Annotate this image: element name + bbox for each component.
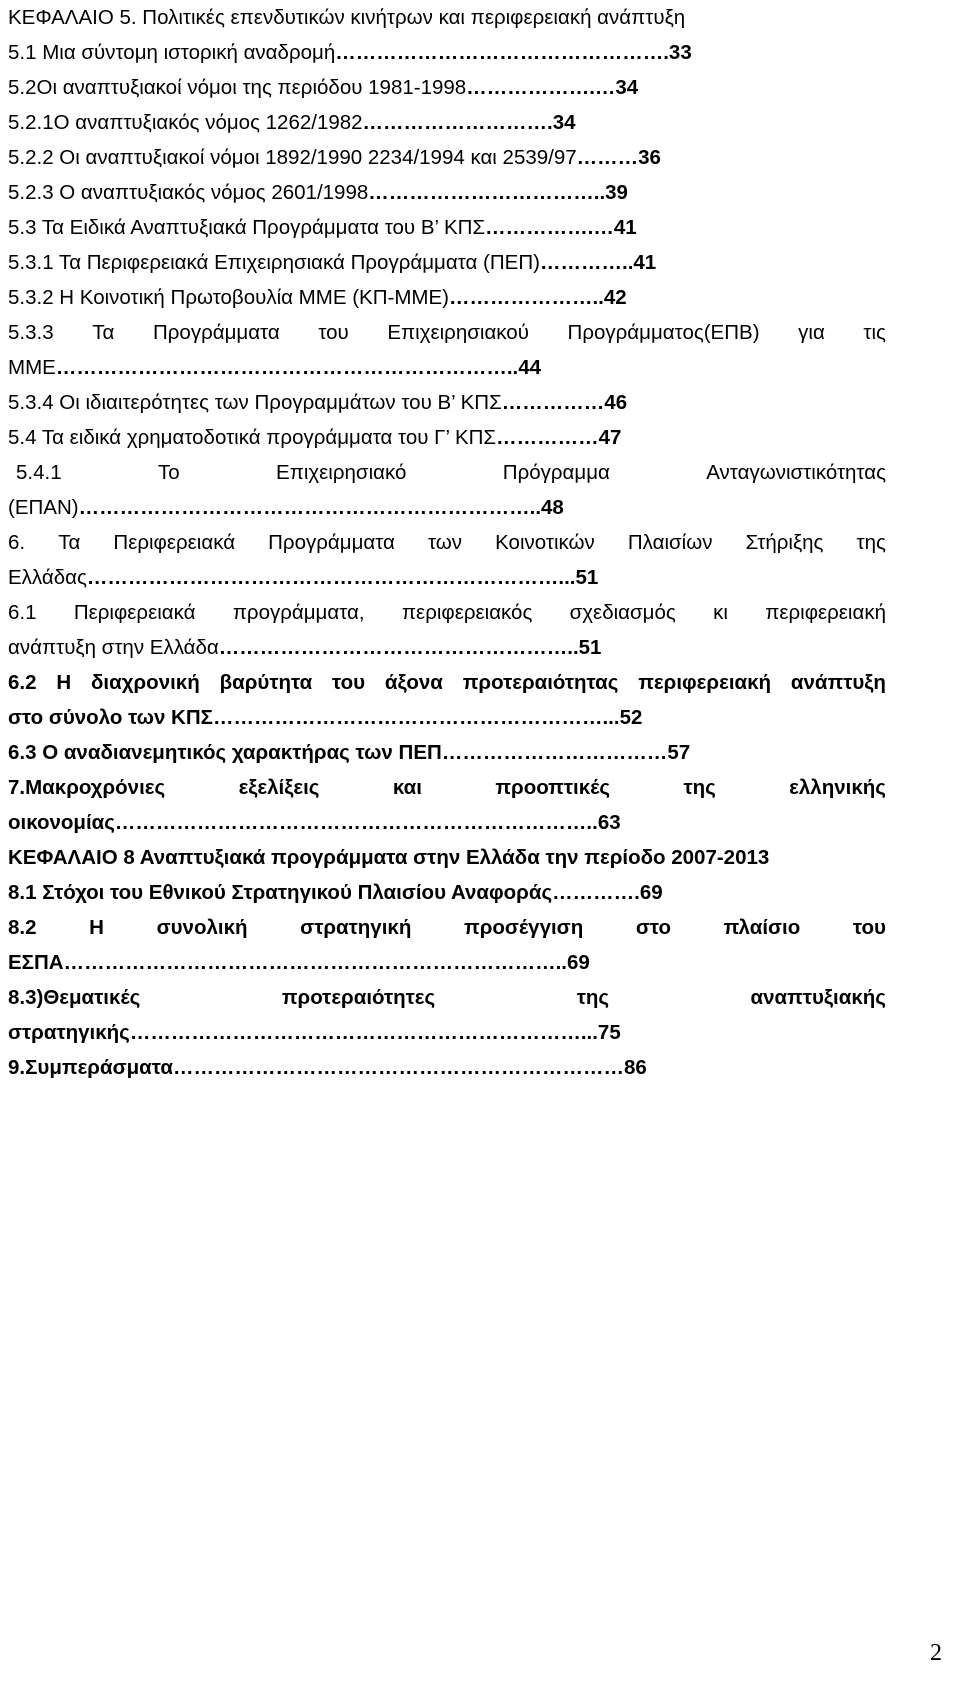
toc-word: των [427,531,463,554]
toc-word: Περιφερειακά [73,601,196,624]
toc-word: 5.4.1 [16,461,62,484]
toc-dot-leader: …………. [539,251,628,274]
toc-word: περιφερειακή [765,601,886,624]
toc-line-5-4-1-cont [8,490,886,525]
toc-line-5-4-1 [8,455,886,490]
toc-entry-text: στο σύνολο των ΚΠΣ [8,706,213,729]
toc-page-number: ..51 [564,566,599,589]
toc-dot-leader: …………………………………………………………. [55,356,513,379]
toc-word: άξονα [384,671,443,694]
toc-page-number: .69 [634,881,663,904]
toc-entry-text: 5.3.2 Η Κοινοτική Πρωτοβουλία ΜΜΕ (ΚΠ-ΜΜΕ) [8,286,449,309]
toc-word: για [798,321,825,344]
toc-page-number: .44 [512,356,542,379]
toc-entry-text: 5.4 Τα ειδικά χρηματοδοτικά προγράμματα του Γ’ ΚΠΣ [8,426,497,449]
toc-line-6-3 [8,735,886,770]
toc-word: Η [89,916,104,939]
toc-word: εξελίξεις [238,776,320,799]
toc-word: της [683,776,716,799]
toc-line-7 [8,770,886,805]
toc-word: ανάπτυξη [790,671,886,694]
toc-dot-leader: …………….… [485,216,614,239]
toc-word: της [856,531,886,554]
toc-page-number: 41 [613,216,637,239]
toc-word: 6.2 [8,671,37,694]
toc-word: Επιχειρησιακό [276,461,407,484]
toc-line-8-2 [8,910,886,945]
toc-page-number: 36 [638,146,661,169]
toc-dot-leader: ……… [576,146,639,169]
toc-word: προσέγγιση [464,916,584,939]
toc-page-number: ..42 [592,286,627,309]
toc-word: 8.2 [8,916,37,939]
toc-word: Πλαισίων [627,531,713,554]
toc-word: Επιχειρησιακού [387,321,529,344]
toc-word: συνολική [156,916,248,939]
toc-dot-leader: ………………………………………………………… [129,1021,581,1044]
toc-entry-text: 5.2.1Ο αναπτυξιακός νόμος 1262/1982 [8,111,363,134]
toc-word: 5.3.3 [8,321,54,344]
toc-line-6-2-cont [8,700,886,735]
toc-line-5-3 [8,210,886,245]
toc-word: διαχρονική [90,671,200,694]
toc-line-8-1 [8,875,886,910]
toc-page-number: .33 [663,41,692,64]
toc-line-9 [8,1050,886,1085]
toc-dot-leader: …………………………… [441,741,668,764]
toc-line-8-3-cont [8,1015,886,1050]
toc-entry-text: ΚΕΦΑΛΑΙΟ 8 Αναπτυξιακά προγράμματα στην Ελλάδα την περίοδο 2007-2013 [8,846,770,869]
toc-dot-leader: ……………………………………………………………. [86,566,565,589]
toc-entry-text: 6.3 Ο αναδιανεμητικός χαρακτήρας των ΠΕΠ [8,741,442,764]
toc-entry-text: 8.1 Στόχοι του Εθνικού Στρατηγικού Πλαισίου Αναφοράς [8,881,553,904]
toc-entry-text: 5.3 Τα Ειδικά Αναπτυξιακά Προγράμματα του Β’ ΚΠΣ [8,216,486,239]
toc-word: Προγράμματος(ΕΠΒ) [567,321,760,344]
toc-entry-text: 5.3.1 Τα Περιφερειακά Επιχειρησιακά Προγράμματα (ΠΕΠ) [8,251,540,274]
toc-line-5-3-3-cont [8,350,886,385]
toc-page-number: 46 [604,391,628,414]
toc-line-6-1 [8,595,886,630]
toc-word: στο [635,916,671,939]
toc-entry-text: (ΕΠΑΝ) [8,496,79,519]
toc-entry-text: 5.1 Μια σύντομη ιστορική αναδρομή [8,41,336,64]
toc-page-number: .39 [599,181,628,204]
toc-line-5-1 [8,35,886,70]
toc-dot-leader: …………………………………………… [218,636,568,659]
toc-word: Κοινοτικών [495,531,595,554]
toc-word: βαρύτητα [219,671,313,694]
toc-word: Το [157,461,180,484]
toc-word: και [392,776,422,799]
toc-page-number: 34 [615,76,639,99]
toc-dot-leader: …………………………………………………………. [78,496,536,519]
toc-word: προοπτικές [495,776,611,799]
toc-entry-text: 5.2.3 Ο αναπτυξιακός νόμος 2601/1998 [8,181,369,204]
toc-word: Ανταγωνιστικότητας [706,461,886,484]
toc-word: Πρόγραμμα [502,461,610,484]
toc-word: 6.1 [8,601,37,624]
toc-word: της [576,986,610,1009]
toc-word: Προγράμματα [152,321,280,344]
toc-line-5-3-3 [8,315,886,350]
toc-word: του [852,916,886,939]
toc-word: προτεραιότητες [281,986,436,1009]
toc-entry-text: 9.Συμπεράσματα [8,1056,173,1079]
toc-word: Στήριξης [745,531,824,554]
toc-word: περιφερειακός [401,601,533,624]
toc-dot-leader: ………………………………………… [335,41,664,64]
toc-entry-text: ανάπτυξη στην Ελλάδα [8,636,219,659]
toc-word: ελληνικής [789,776,886,799]
toc-line-5-3-2 [8,280,886,315]
toc-entry-text: 5.2.2 Οι αναπτυξιακοί νόμοι 1892/1990 2234/1994 και 2539/97 [8,146,577,169]
toc-word: Προγράμματα [268,531,395,554]
toc-word: του [318,321,349,344]
toc-word: Η [56,671,72,694]
toc-word: 7.Μακροχρόνιες [8,776,166,799]
toc-entry-text: στρατηγικής [8,1021,130,1044]
table-of-contents [8,0,886,1085]
toc-dot-leader: ………………………………………………………… [172,1056,624,1079]
toc-line-chapter-5 [8,0,886,35]
toc-page-number: 86 [623,1056,647,1079]
toc-entry-text: ΕΣΠΑ [8,951,64,974]
toc-page-number: 34 [552,111,576,134]
toc-page-number: 47 [598,426,622,449]
toc-word: στρατηγική [300,916,412,939]
toc-dot-leader: ………………………. [362,111,553,134]
toc-page-number: ..63 [586,811,621,834]
toc-page-number: ...75 [580,1021,621,1044]
toc-dot-leader: …………… [496,426,599,449]
toc-line-6-cont [8,560,886,595]
toc-entry-text: ΜΜΕ [8,356,56,379]
toc-dot-leader: …………………………………………………………… [114,811,587,834]
toc-dot-leader: ……………………………. [368,181,600,204]
toc-line-7-cont [8,805,886,840]
toc-word: του [332,671,366,694]
toc-page-number: .41 [627,251,657,274]
toc-line-chapter-8 [8,840,886,875]
toc-line-5-3-4 [8,385,886,420]
toc-line-5-2-2 [8,140,886,175]
toc-word: αναπτυξιακής [750,986,886,1009]
toc-entry-text: 5.3.4 Οι ιδιαιτερότητες των Προγραμμάτων του Β’ ΚΠΣ [8,391,502,414]
toc-word: σχεδιασμός [569,601,676,624]
toc-dot-leader: ……………………………………………………………… [63,951,556,974]
toc-page-number: ...52 [602,706,643,729]
toc-entry-text: ΚΕΦΑΛΑΙΟ 5. Πολιτικές επενδυτικών κινήτρων και περιφερειακή ανάπτυξη [8,6,686,29]
toc-word: κι [713,601,728,624]
toc-word: περιφερειακή [638,671,772,694]
toc-entry-text: οικονομίας [8,811,115,834]
toc-word: προγράμματα, [232,601,365,624]
toc-line-5-3-1 [8,245,886,280]
toc-line-6-1-cont [8,630,886,665]
toc-line-5-2-3 [8,175,886,210]
toc-word: πλαίσιο [723,916,801,939]
toc-entry-text: 5.2Οι αναπτυξιακοί νόμοι της περιόδου 1981-1998 [8,76,467,99]
toc-word: 6. [8,531,26,554]
toc-dot-leader: ………… [552,881,635,904]
toc-word: προτεραιότητας [462,671,619,694]
toc-word: τις [863,321,886,344]
toc-page-number: ..51 [567,636,602,659]
toc-page-number: 57 [667,741,691,764]
toc-dot-leader: ……………….… [466,76,616,99]
toc-page-number: ..69 [555,951,590,974]
toc-line-6-2 [8,665,886,700]
toc-entry-text: Ελλάδας [8,566,87,589]
toc-page-number: .48 [535,496,564,519]
toc-dot-leader: …………… [501,391,605,414]
toc-line-8-2-cont [8,945,886,980]
toc-word: Τα [92,321,115,344]
toc-word: Τα [58,531,81,554]
toc-line-5-2-1 [8,105,886,140]
page-number: 2 [930,1640,942,1666]
toc-line-5-2 [8,70,886,105]
toc-line-8-3 [8,980,886,1015]
toc-line-6 [8,525,886,560]
toc-dot-leader: ………………………………………………… [212,706,603,729]
toc-dot-leader: ………………… [448,286,593,309]
toc-line-5-4 [8,420,886,455]
toc-word: Περιφερειακά [113,531,236,554]
toc-word: 8.3)Θεματικές [8,986,141,1009]
